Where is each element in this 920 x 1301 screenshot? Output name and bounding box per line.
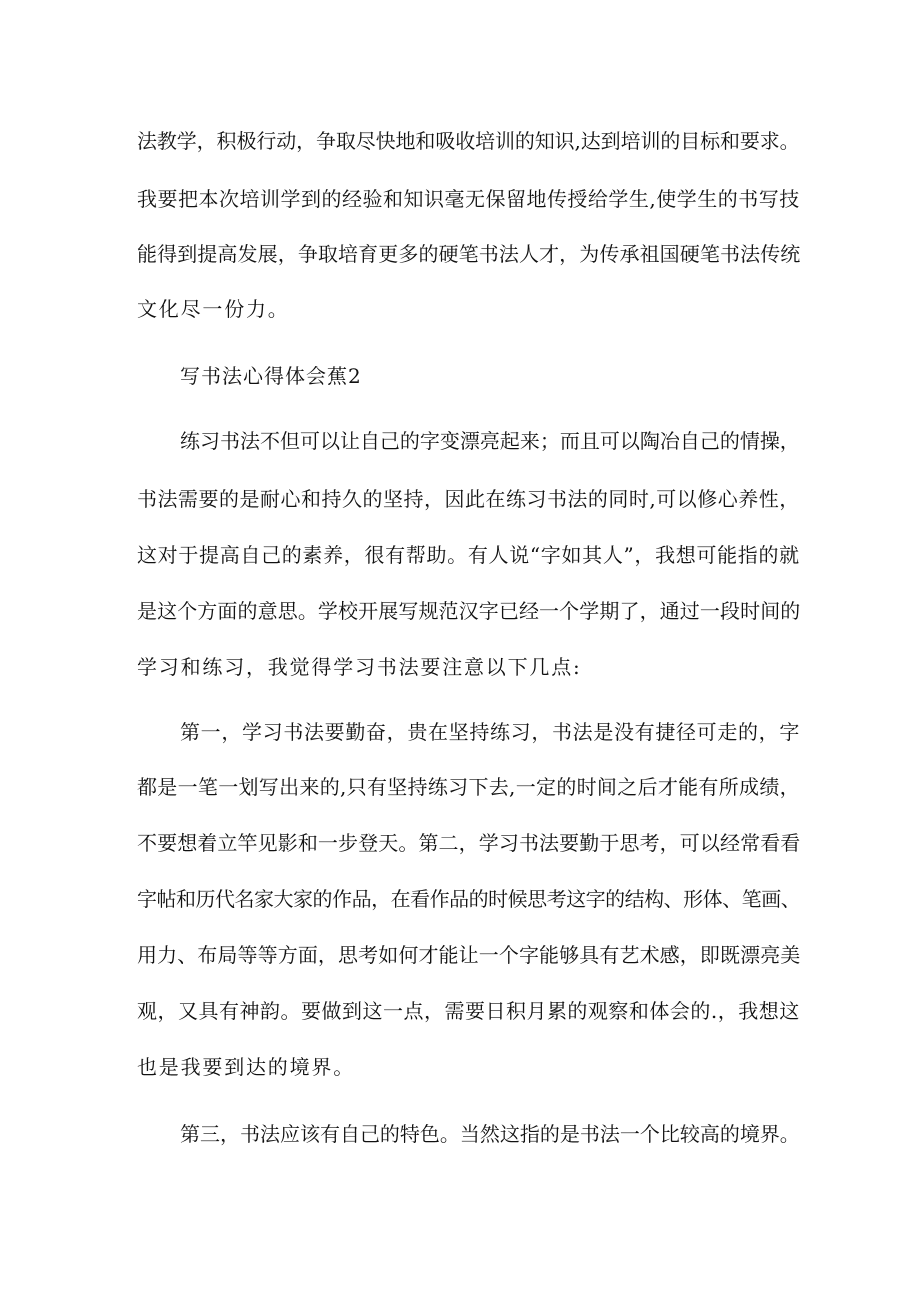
paragraph-3-line-2: 都是一笔一划写出来的,只有坚持练习下去,一定的时间之后才能有所成绩，	[137, 775, 800, 799]
paragraph-1-line-1: 法教学，积极行动，争取尽快地和吸收培训的知识,达到培训的目标和要求。	[137, 129, 800, 153]
paragraph-4-line-1: 第三，书法应该有自己的特色。当然这指的是书法一个比较高的境界。	[180, 1122, 800, 1146]
paragraph-2-line-5: 学习和练习，我觉得学习书法要注意以下几点:	[137, 655, 582, 679]
section-heading: 写书法心得体会蕉2	[180, 364, 362, 388]
paragraph-1-line-4: 文化尽一份力。	[137, 297, 290, 321]
paragraph-2-line-2: 书法需要的是耐心和持久的坚持，因此在练习书法的同时,可以修心养性，	[137, 487, 800, 511]
paragraph-3-line-3: 不要想着立竿见影和一步登天。第二，学习书法要勤于思考，可以经常看看	[137, 831, 801, 855]
paragraph-3-line-5: 用力、布局等等方面，思考如何才能让一个字能够具有艺术感，即既漂亮美	[137, 943, 801, 967]
paragraph-3-line-7: 也是我要到达的境界。	[137, 1055, 355, 1079]
paragraph-3-line-6: 观，又具有神韵。要做到这一点，需要日积月累的观察和体会的.，我想这	[137, 999, 800, 1023]
paragraph-2-line-4: 是这个方面的意思。学校开展写规范汉字已经一个学期了，通过一段时间的	[137, 599, 801, 623]
paragraph-1-line-2: 我要把本次培训学到的经验和知识毫无保留地传授给学生,使学生的书写技	[137, 187, 800, 211]
paragraph-3-line-4: 字帖和历代名家大家的作品，在看作品的时候思考这字的结构、形体、笔画、	[137, 887, 801, 911]
paragraph-2-line-1: 练习书法不但可以让自己的字变漂亮起来；而且可以陶冶自己的情操，	[180, 429, 800, 453]
paragraph-3-line-1: 第一，学习书法要勤奋，贵在坚持练习，书法是没有捷径可走的，字	[180, 720, 800, 744]
paragraph-1-line-3: 能得到提高发展，争取培育更多的硬笔书法人才，为传承祖国硬笔书法传统	[137, 242, 801, 266]
paragraph-2-line-3: 这对于提高自己的素养，很有帮助。有人说“字如其人”，我想可能指的就	[137, 543, 800, 567]
